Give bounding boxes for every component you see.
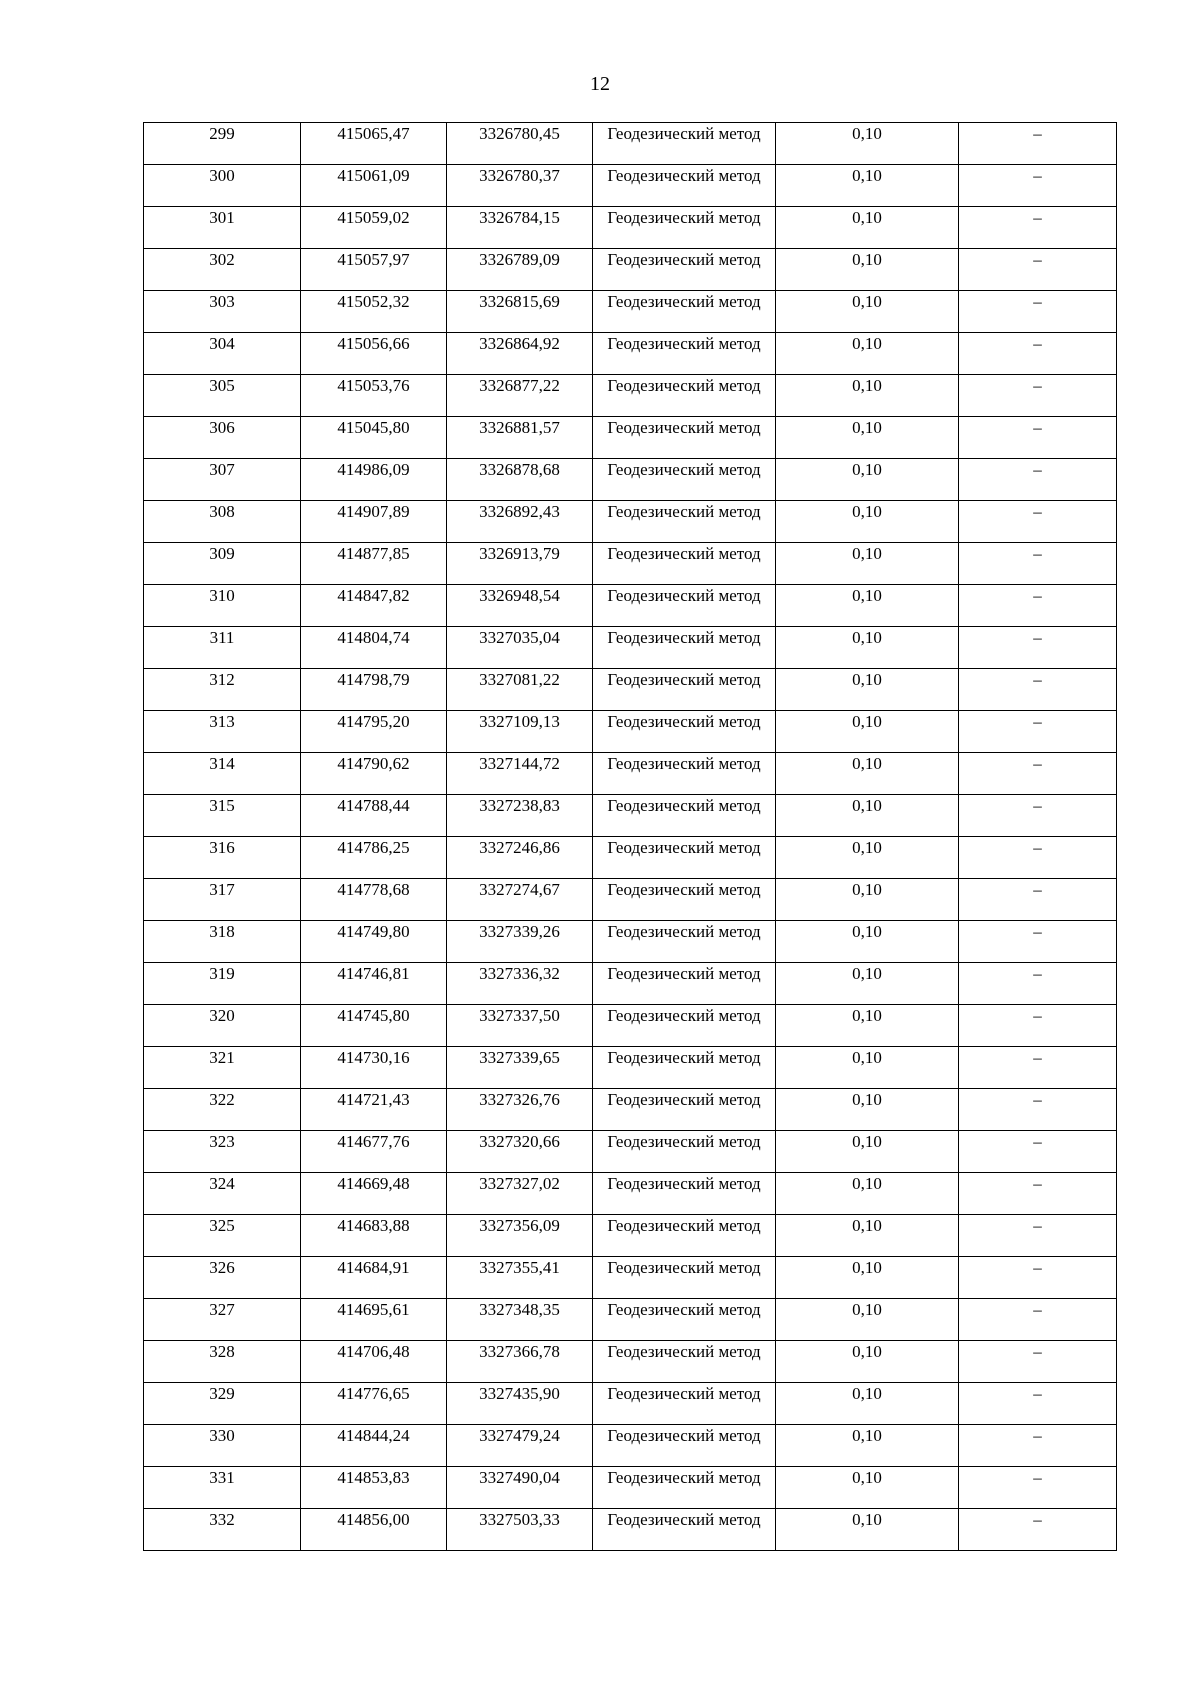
table-row bbox=[144, 1005, 1117, 1047]
y-coordinate-cell: 3327366,78 bbox=[447, 1341, 593, 1383]
table-row bbox=[144, 1089, 1117, 1131]
y-coordinate-cell: 3327336,32 bbox=[447, 963, 593, 1005]
method-cell: Геодезический метод bbox=[593, 417, 776, 459]
y-coordinate-cell: 3326815,69 bbox=[447, 291, 593, 333]
y-coordinate-cell: 3327327,02 bbox=[447, 1173, 593, 1215]
method-cell: Геодезический метод bbox=[593, 1509, 776, 1551]
method-cell: Геодезический метод bbox=[593, 1131, 776, 1173]
table-row bbox=[144, 1509, 1117, 1551]
method-cell: Геодезический метод bbox=[593, 1047, 776, 1089]
x-coordinate-cell: 414986,09 bbox=[301, 459, 447, 501]
y-coordinate-cell: 3327356,09 bbox=[447, 1215, 593, 1257]
table-row bbox=[144, 417, 1117, 459]
x-coordinate-cell: 414677,76 bbox=[301, 1131, 447, 1173]
method-cell: Геодезический метод bbox=[593, 333, 776, 375]
point-number-cell: 325 bbox=[144, 1215, 301, 1257]
x-coordinate-cell: 414730,16 bbox=[301, 1047, 447, 1089]
y-coordinate-cell: 3327479,24 bbox=[447, 1425, 593, 1467]
table-row bbox=[144, 669, 1117, 711]
note-cell: – bbox=[959, 921, 1117, 963]
accuracy-cell: 0,10 bbox=[776, 1215, 959, 1257]
y-coordinate-cell: 3327339,26 bbox=[447, 921, 593, 963]
note-cell: – bbox=[959, 1131, 1117, 1173]
y-coordinate-cell: 3326881,57 bbox=[447, 417, 593, 459]
note-cell: – bbox=[959, 837, 1117, 879]
accuracy-cell: 0,10 bbox=[776, 1383, 959, 1425]
point-number-cell: 316 bbox=[144, 837, 301, 879]
method-cell: Геодезический метод bbox=[593, 123, 776, 165]
accuracy-cell: 0,10 bbox=[776, 627, 959, 669]
method-cell: Геодезический метод bbox=[593, 1467, 776, 1509]
point-number-cell: 328 bbox=[144, 1341, 301, 1383]
x-coordinate-cell: 414706,48 bbox=[301, 1341, 447, 1383]
table-row bbox=[144, 627, 1117, 669]
x-coordinate-cell: 414684,91 bbox=[301, 1257, 447, 1299]
accuracy-cell: 0,10 bbox=[776, 291, 959, 333]
x-coordinate-cell: 414798,79 bbox=[301, 669, 447, 711]
accuracy-cell: 0,10 bbox=[776, 1047, 959, 1089]
method-cell: Геодезический метод bbox=[593, 879, 776, 921]
point-number-cell: 323 bbox=[144, 1131, 301, 1173]
note-cell: – bbox=[959, 207, 1117, 249]
accuracy-cell: 0,10 bbox=[776, 207, 959, 249]
point-number-cell: 302 bbox=[144, 249, 301, 291]
method-cell: Геодезический метод bbox=[593, 1005, 776, 1047]
note-cell: – bbox=[959, 1299, 1117, 1341]
y-coordinate-cell: 3326864,92 bbox=[447, 333, 593, 375]
accuracy-cell: 0,10 bbox=[776, 837, 959, 879]
method-cell: Геодезический метод bbox=[593, 1173, 776, 1215]
note-cell: – bbox=[959, 165, 1117, 207]
method-cell: Геодезический метод bbox=[593, 291, 776, 333]
note-cell: – bbox=[959, 333, 1117, 375]
method-cell: Геодезический метод bbox=[593, 585, 776, 627]
table-row bbox=[144, 501, 1117, 543]
point-number-cell: 299 bbox=[144, 123, 301, 165]
note-cell: – bbox=[959, 1425, 1117, 1467]
method-cell: Геодезический метод bbox=[593, 669, 776, 711]
accuracy-cell: 0,10 bbox=[776, 543, 959, 585]
accuracy-cell: 0,10 bbox=[776, 165, 959, 207]
accuracy-cell: 0,10 bbox=[776, 1005, 959, 1047]
y-coordinate-cell: 3327246,86 bbox=[447, 837, 593, 879]
x-coordinate-cell: 414683,88 bbox=[301, 1215, 447, 1257]
note-cell: – bbox=[959, 1467, 1117, 1509]
x-coordinate-cell: 414795,20 bbox=[301, 711, 447, 753]
method-cell: Геодезический метод bbox=[593, 1383, 776, 1425]
note-cell: – bbox=[959, 627, 1117, 669]
table-row bbox=[144, 249, 1117, 291]
x-coordinate-cell: 414788,44 bbox=[301, 795, 447, 837]
accuracy-cell: 0,10 bbox=[776, 1467, 959, 1509]
accuracy-cell: 0,10 bbox=[776, 1257, 959, 1299]
method-cell: Геодезический метод bbox=[593, 963, 776, 1005]
table-row bbox=[144, 207, 1117, 249]
x-coordinate-cell: 415053,76 bbox=[301, 375, 447, 417]
accuracy-cell: 0,10 bbox=[776, 459, 959, 501]
y-coordinate-cell: 3327109,13 bbox=[447, 711, 593, 753]
note-cell: – bbox=[959, 1383, 1117, 1425]
table-row bbox=[144, 1425, 1117, 1467]
x-coordinate-cell: 415059,02 bbox=[301, 207, 447, 249]
x-coordinate-cell: 415045,80 bbox=[301, 417, 447, 459]
note-cell: – bbox=[959, 459, 1117, 501]
table-row bbox=[144, 795, 1117, 837]
y-coordinate-cell: 3326789,09 bbox=[447, 249, 593, 291]
point-number-cell: 308 bbox=[144, 501, 301, 543]
x-coordinate-cell: 415061,09 bbox=[301, 165, 447, 207]
y-coordinate-cell: 3327238,83 bbox=[447, 795, 593, 837]
page-number: 12 bbox=[590, 73, 610, 95]
method-cell: Геодезический метод bbox=[593, 375, 776, 417]
table-row bbox=[144, 753, 1117, 795]
table-row bbox=[144, 291, 1117, 333]
x-coordinate-cell: 414776,65 bbox=[301, 1383, 447, 1425]
method-cell: Геодезический метод bbox=[593, 711, 776, 753]
point-number-cell: 301 bbox=[144, 207, 301, 249]
accuracy-cell: 0,10 bbox=[776, 879, 959, 921]
method-cell: Геодезический метод bbox=[593, 627, 776, 669]
table-row bbox=[144, 1299, 1117, 1341]
accuracy-cell: 0,10 bbox=[776, 585, 959, 627]
y-coordinate-cell: 3327274,67 bbox=[447, 879, 593, 921]
method-cell: Геодезический метод bbox=[593, 459, 776, 501]
x-coordinate-cell: 414749,80 bbox=[301, 921, 447, 963]
note-cell: – bbox=[959, 963, 1117, 1005]
method-cell: Геодезический метод bbox=[593, 207, 776, 249]
note-cell: – bbox=[959, 249, 1117, 291]
accuracy-cell: 0,10 bbox=[776, 1425, 959, 1467]
accuracy-cell: 0,10 bbox=[776, 795, 959, 837]
x-coordinate-cell: 414907,89 bbox=[301, 501, 447, 543]
accuracy-cell: 0,10 bbox=[776, 1173, 959, 1215]
note-cell: – bbox=[959, 1047, 1117, 1089]
accuracy-cell: 0,10 bbox=[776, 333, 959, 375]
x-coordinate-cell: 414847,82 bbox=[301, 585, 447, 627]
x-coordinate-cell: 414844,24 bbox=[301, 1425, 447, 1467]
point-number-cell: 314 bbox=[144, 753, 301, 795]
x-coordinate-cell: 414721,43 bbox=[301, 1089, 447, 1131]
y-coordinate-cell: 3327144,72 bbox=[447, 753, 593, 795]
y-coordinate-cell: 3327081,22 bbox=[447, 669, 593, 711]
point-number-cell: 327 bbox=[144, 1299, 301, 1341]
accuracy-cell: 0,10 bbox=[776, 1131, 959, 1173]
table-row bbox=[144, 1173, 1117, 1215]
note-cell: – bbox=[959, 1341, 1117, 1383]
table-row bbox=[144, 333, 1117, 375]
point-number-cell: 307 bbox=[144, 459, 301, 501]
accuracy-cell: 0,10 bbox=[776, 123, 959, 165]
method-cell: Геодезический метод bbox=[593, 921, 776, 963]
method-cell: Геодезический метод bbox=[593, 501, 776, 543]
point-number-cell: 303 bbox=[144, 291, 301, 333]
y-coordinate-cell: 3326784,15 bbox=[447, 207, 593, 249]
y-coordinate-cell: 3327490,04 bbox=[447, 1467, 593, 1509]
note-cell: – bbox=[959, 543, 1117, 585]
note-cell: – bbox=[959, 753, 1117, 795]
x-coordinate-cell: 414804,74 bbox=[301, 627, 447, 669]
point-number-cell: 332 bbox=[144, 1509, 301, 1551]
table-row bbox=[144, 921, 1117, 963]
y-coordinate-cell: 3326780,45 bbox=[447, 123, 593, 165]
accuracy-cell: 0,10 bbox=[776, 1509, 959, 1551]
point-number-cell: 311 bbox=[144, 627, 301, 669]
point-number-cell: 306 bbox=[144, 417, 301, 459]
table-row bbox=[144, 963, 1117, 1005]
point-number-cell: 310 bbox=[144, 585, 301, 627]
table-row bbox=[144, 1215, 1117, 1257]
accuracy-cell: 0,10 bbox=[776, 501, 959, 543]
y-coordinate-cell: 3326780,37 bbox=[447, 165, 593, 207]
y-coordinate-cell: 3327435,90 bbox=[447, 1383, 593, 1425]
note-cell: – bbox=[959, 585, 1117, 627]
method-cell: Геодезический метод bbox=[593, 543, 776, 585]
point-number-cell: 304 bbox=[144, 333, 301, 375]
table-row bbox=[144, 543, 1117, 585]
accuracy-cell: 0,10 bbox=[776, 249, 959, 291]
note-cell: – bbox=[959, 501, 1117, 543]
method-cell: Геодезический метод bbox=[593, 165, 776, 207]
table-row bbox=[144, 585, 1117, 627]
x-coordinate-cell: 414746,81 bbox=[301, 963, 447, 1005]
y-coordinate-cell: 3326913,79 bbox=[447, 543, 593, 585]
table-row bbox=[144, 1341, 1117, 1383]
note-cell: – bbox=[959, 1089, 1117, 1131]
note-cell: – bbox=[959, 669, 1117, 711]
table-row bbox=[144, 375, 1117, 417]
point-number-cell: 330 bbox=[144, 1425, 301, 1467]
note-cell: – bbox=[959, 1215, 1117, 1257]
accuracy-cell: 0,10 bbox=[776, 1299, 959, 1341]
point-number-cell: 318 bbox=[144, 921, 301, 963]
table-row bbox=[144, 1047, 1117, 1089]
x-coordinate-cell: 414695,61 bbox=[301, 1299, 447, 1341]
point-number-cell: 317 bbox=[144, 879, 301, 921]
accuracy-cell: 0,10 bbox=[776, 1341, 959, 1383]
accuracy-cell: 0,10 bbox=[776, 375, 959, 417]
point-number-cell: 322 bbox=[144, 1089, 301, 1131]
point-number-cell: 319 bbox=[144, 963, 301, 1005]
point-number-cell: 329 bbox=[144, 1383, 301, 1425]
note-cell: – bbox=[959, 375, 1117, 417]
accuracy-cell: 0,10 bbox=[776, 417, 959, 459]
method-cell: Геодезический метод bbox=[593, 1425, 776, 1467]
point-number-cell: 309 bbox=[144, 543, 301, 585]
method-cell: Геодезический метод bbox=[593, 249, 776, 291]
y-coordinate-cell: 3326892,43 bbox=[447, 501, 593, 543]
coordinates-table bbox=[143, 122, 1117, 1551]
point-number-cell: 305 bbox=[144, 375, 301, 417]
y-coordinate-cell: 3327348,35 bbox=[447, 1299, 593, 1341]
x-coordinate-cell: 415052,32 bbox=[301, 291, 447, 333]
x-coordinate-cell: 414786,25 bbox=[301, 837, 447, 879]
x-coordinate-cell: 414778,68 bbox=[301, 879, 447, 921]
table-row bbox=[144, 123, 1117, 165]
point-number-cell: 326 bbox=[144, 1257, 301, 1299]
y-coordinate-cell: 3327355,41 bbox=[447, 1257, 593, 1299]
x-coordinate-cell: 415057,97 bbox=[301, 249, 447, 291]
method-cell: Геодезический метод bbox=[593, 795, 776, 837]
note-cell: – bbox=[959, 879, 1117, 921]
method-cell: Геодезический метод bbox=[593, 837, 776, 879]
x-coordinate-cell: 415056,66 bbox=[301, 333, 447, 375]
note-cell: – bbox=[959, 795, 1117, 837]
accuracy-cell: 0,10 bbox=[776, 963, 959, 1005]
point-number-cell: 312 bbox=[144, 669, 301, 711]
note-cell: – bbox=[959, 1173, 1117, 1215]
point-number-cell: 321 bbox=[144, 1047, 301, 1089]
y-coordinate-cell: 3327337,50 bbox=[447, 1005, 593, 1047]
accuracy-cell: 0,10 bbox=[776, 711, 959, 753]
point-number-cell: 324 bbox=[144, 1173, 301, 1215]
x-coordinate-cell: 414745,80 bbox=[301, 1005, 447, 1047]
y-coordinate-cell: 3326877,22 bbox=[447, 375, 593, 417]
accuracy-cell: 0,10 bbox=[776, 753, 959, 795]
point-number-cell: 313 bbox=[144, 711, 301, 753]
table-row bbox=[144, 879, 1117, 921]
point-number-cell: 315 bbox=[144, 795, 301, 837]
y-coordinate-cell: 3327503,33 bbox=[447, 1509, 593, 1551]
table-row bbox=[144, 459, 1117, 501]
x-coordinate-cell: 414669,48 bbox=[301, 1173, 447, 1215]
note-cell: – bbox=[959, 711, 1117, 753]
table-row bbox=[144, 1467, 1117, 1509]
y-coordinate-cell: 3326878,68 bbox=[447, 459, 593, 501]
x-coordinate-cell: 414853,83 bbox=[301, 1467, 447, 1509]
point-number-cell: 331 bbox=[144, 1467, 301, 1509]
x-coordinate-cell: 414856,00 bbox=[301, 1509, 447, 1551]
y-coordinate-cell: 3327326,76 bbox=[447, 1089, 593, 1131]
note-cell: – bbox=[959, 1005, 1117, 1047]
method-cell: Геодезический метод bbox=[593, 1341, 776, 1383]
table-row bbox=[144, 1131, 1117, 1173]
method-cell: Геодезический метод bbox=[593, 1089, 776, 1131]
y-coordinate-cell: 3326948,54 bbox=[447, 585, 593, 627]
table-row bbox=[144, 1257, 1117, 1299]
note-cell: – bbox=[959, 1509, 1117, 1551]
method-cell: Геодезический метод bbox=[593, 1257, 776, 1299]
y-coordinate-cell: 3327320,66 bbox=[447, 1131, 593, 1173]
note-cell: – bbox=[959, 417, 1117, 459]
method-cell: Геодезический метод bbox=[593, 1215, 776, 1257]
note-cell: – bbox=[959, 123, 1117, 165]
accuracy-cell: 0,10 bbox=[776, 1089, 959, 1131]
point-number-cell: 300 bbox=[144, 165, 301, 207]
table-row bbox=[144, 165, 1117, 207]
accuracy-cell: 0,10 bbox=[776, 921, 959, 963]
table-row bbox=[144, 1383, 1117, 1425]
table-row bbox=[144, 711, 1117, 753]
x-coordinate-cell: 415065,47 bbox=[301, 123, 447, 165]
note-cell: – bbox=[959, 1257, 1117, 1299]
method-cell: Геодезический метод bbox=[593, 1299, 776, 1341]
method-cell: Геодезический метод bbox=[593, 753, 776, 795]
table-row bbox=[144, 837, 1117, 879]
x-coordinate-cell: 414877,85 bbox=[301, 543, 447, 585]
y-coordinate-cell: 3327339,65 bbox=[447, 1047, 593, 1089]
x-coordinate-cell: 414790,62 bbox=[301, 753, 447, 795]
table-body bbox=[144, 123, 1117, 1551]
y-coordinate-cell: 3327035,04 bbox=[447, 627, 593, 669]
note-cell: – bbox=[959, 291, 1117, 333]
point-number-cell: 320 bbox=[144, 1005, 301, 1047]
accuracy-cell: 0,10 bbox=[776, 669, 959, 711]
